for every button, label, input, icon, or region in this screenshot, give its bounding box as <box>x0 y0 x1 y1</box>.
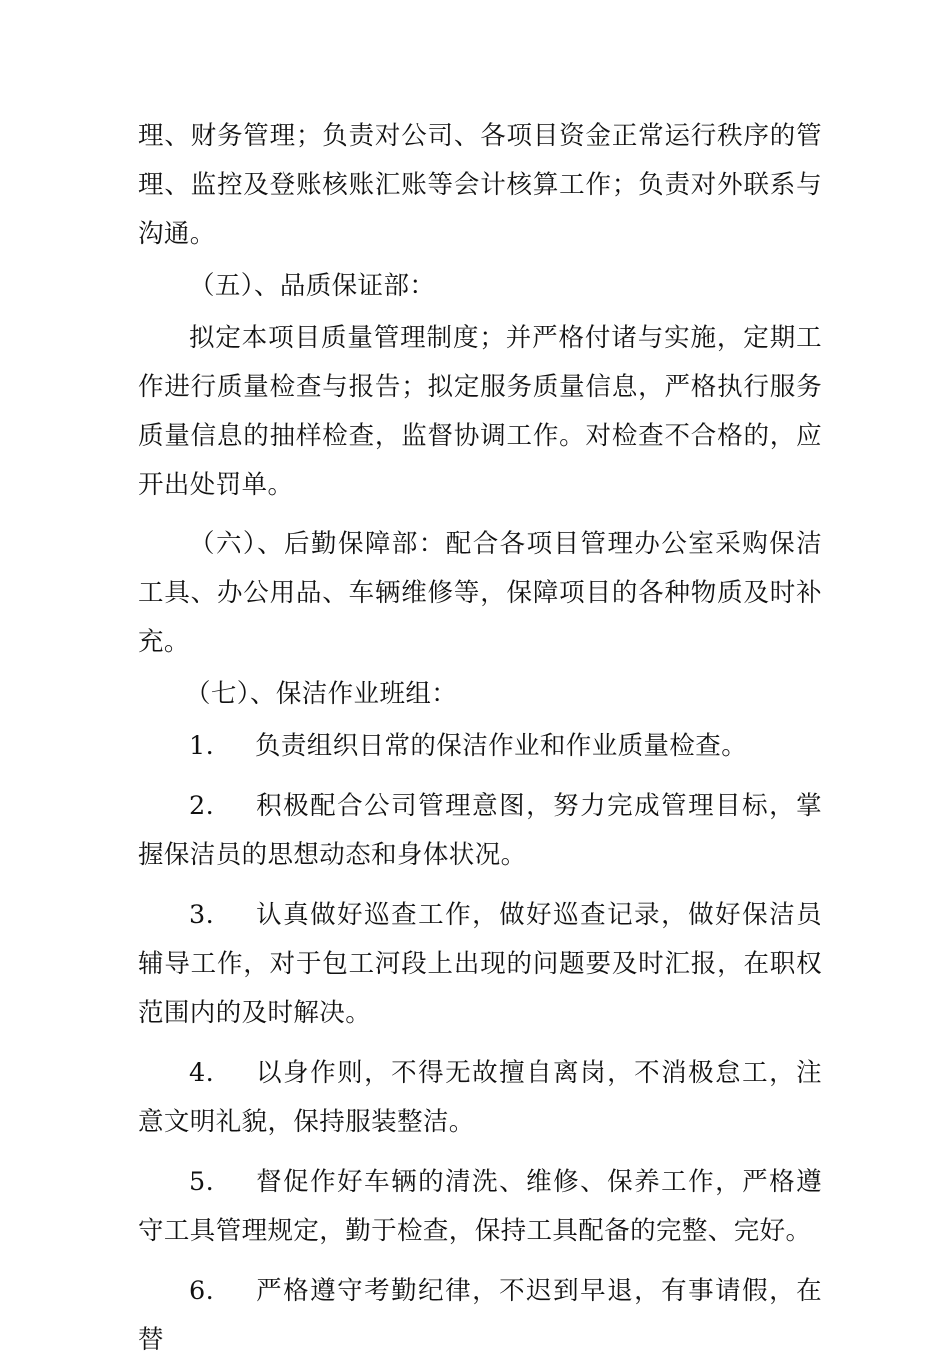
paragraph-logistics-department: （六）、后勤保障部：配合各项目管理办公室采购保洁工具、办公用品、车辆维修等，保障项目的各种物质及时补充。 <box>138 529 822 657</box>
paragraph-finance-duties: 理、财务管理；负责对公司、各项目资金正常运行秩序的管理、监控及登账核账汇账等会计核算工作；负责对外联系与沟通。 <box>138 121 822 249</box>
list-item <box>138 1158 822 1256</box>
list-item-text: 负责组织日常的保洁作业和作业质量检查。 <box>255 731 748 761</box>
list-item-number: 4. <box>189 1058 215 1088</box>
list-item-number: 5. <box>189 1167 215 1197</box>
list-item-text: 严格遵守考勤纪律，不迟到早退，有事请假，在替 <box>138 1276 822 1355</box>
section-heading-cleaning-team: （七）、保洁作业班组： <box>185 679 458 709</box>
list-item <box>138 891 822 1038</box>
document-body <box>138 112 822 1365</box>
list-item-number: 6. <box>189 1276 215 1306</box>
list-item-text: 督促作好车辆的清洗、维修、保养工作，严格遵守工具管理规定，勤于检查，保持工具配备的完整、完好。 <box>138 1167 822 1246</box>
list-item <box>138 782 822 880</box>
paragraph-quality-duties: 拟定本项目质量管理制度；并严格付诸与实施，定期工作进行质量检查与报告；拟定服务质量信息，严格执行服务质量信息的抽样检查，监督协调工作。对检查不合格的，应开出处罚单。 <box>138 323 822 500</box>
list-item-number: 3. <box>189 900 215 930</box>
list-item-number: 2. <box>189 791 215 821</box>
list-item-number: 1. <box>189 731 215 761</box>
list-item-text: 认真做好巡查工作，做好巡查记录，做好保洁员辅导工作，对于包工河段上出现的问题要及时汇报，在职权范围内的及时解决。 <box>138 900 822 1028</box>
list-item <box>138 722 822 771</box>
list-item-text: 以身作则，不得无故擅自离岗，不消极怠工，注意文明礼貌，保持服装整洁。 <box>138 1058 822 1137</box>
list-item <box>138 1049 822 1147</box>
list-item-text: 积极配合公司管理意图，努力完成管理目标，掌握保洁员的思想动态和身体状况。 <box>138 791 822 870</box>
list-item <box>138 1267 822 1365</box>
section-heading-quality-assurance: （五）、品质保证部： <box>189 271 436 301</box>
